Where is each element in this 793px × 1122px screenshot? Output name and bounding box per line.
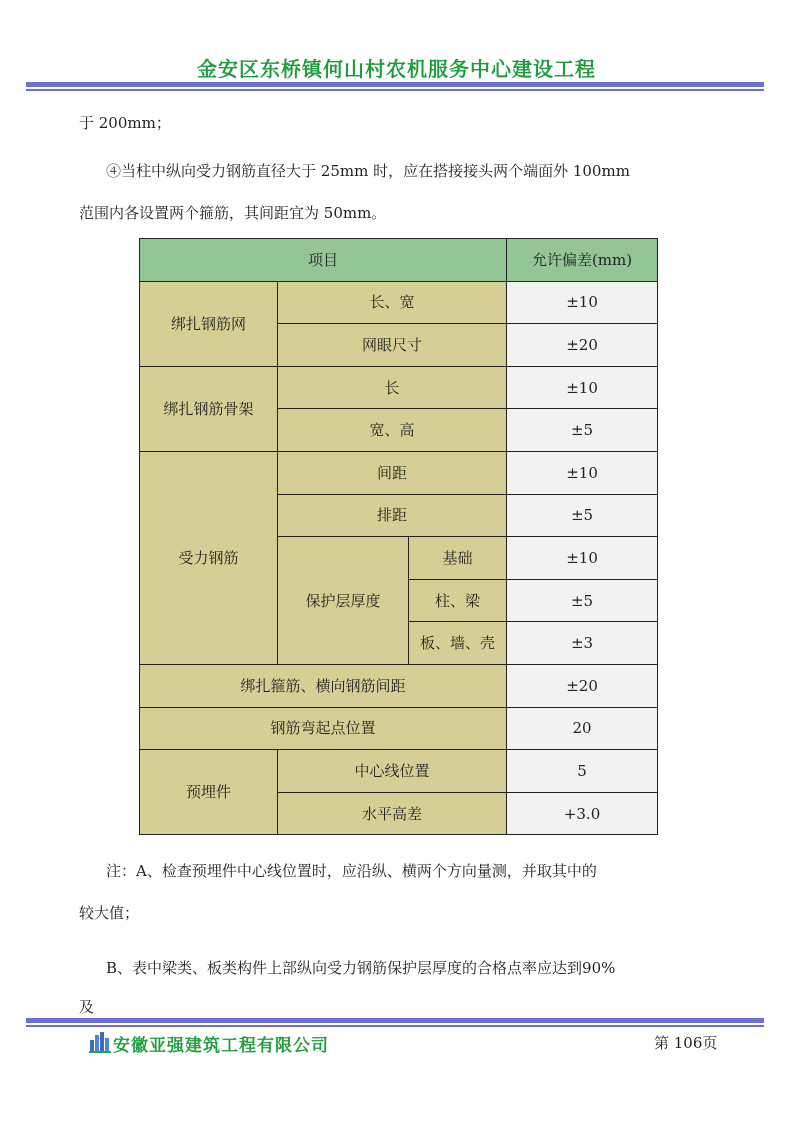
header-item-cell: 项目 xyxy=(140,239,507,282)
value-cell: ±5 xyxy=(507,579,658,622)
group-label-frame: 绑扎钢筋骨架 xyxy=(140,366,278,451)
item-cell: 排距 xyxy=(278,494,507,537)
item-cell: 绑扎箍筋、横向钢筋间距 xyxy=(140,664,507,707)
item-cell: 宽、高 xyxy=(278,409,507,452)
value-cell: +3.0 xyxy=(507,792,658,835)
item-cell: 柱、梁 xyxy=(409,579,507,622)
value-cell: ±5 xyxy=(507,494,658,537)
table-header-row xyxy=(140,239,658,282)
note-paragraph-b-cont: 及 xyxy=(79,998,95,1016)
table-row xyxy=(140,707,658,750)
group-label-embed: 预埋件 xyxy=(140,750,278,835)
item-cell: 钢筋弯起点位置 xyxy=(140,707,507,750)
header-rule-thick xyxy=(26,82,764,87)
item-cell: 水平高差 xyxy=(278,792,507,835)
group-label-mesh: 绑扎钢筋网 xyxy=(140,281,278,366)
item-cell: 板、墙、壳 xyxy=(409,622,507,665)
item-cell: 长 xyxy=(278,366,507,409)
value-cell: ±20 xyxy=(507,664,658,707)
item-cell: 长、宽 xyxy=(278,281,507,324)
value-cell: ±10 xyxy=(507,537,658,580)
table-row xyxy=(140,281,658,324)
value-cell: ±10 xyxy=(507,281,658,324)
company-logo-icon xyxy=(89,1031,111,1053)
footer-rule-thin xyxy=(26,1025,764,1027)
group-label-main-rebar: 受力钢筋 xyxy=(140,451,278,664)
table-row xyxy=(140,664,658,707)
paragraph-1: 于 200mm； xyxy=(79,114,171,132)
header-tolerance-cell: 允许偏差(mm) xyxy=(507,239,658,282)
note-paragraph-b: B、表中梁类、板类构件上部纵向受力钢筋保护层厚度的合格点率应达到90% xyxy=(106,959,616,977)
value-cell: 20 xyxy=(507,707,658,750)
table-row xyxy=(140,750,658,793)
footer-company-name: 安徽亚强建筑工程有限公司 xyxy=(113,1036,329,1056)
table-row xyxy=(140,366,658,409)
value-cell: ±20 xyxy=(507,324,658,367)
paragraph-3: 范围内各设置两个箍筋，其间距宜为 50mm。 xyxy=(79,204,387,222)
header-rule-thin xyxy=(26,89,764,91)
note-paragraph-a: 注：A、检查预埋件中心线位置时，应沿纵、横两个方向量测，并取其中的 xyxy=(106,862,597,880)
value-cell: ±10 xyxy=(507,451,658,494)
note-paragraph-a-cont: 较大值； xyxy=(79,904,140,922)
value-cell: 5 xyxy=(507,750,658,793)
item-cell: 基础 xyxy=(409,537,507,580)
value-cell: ±10 xyxy=(507,366,658,409)
document-header-title: 金安区东桥镇何山村农机服务中心建设工程 xyxy=(197,57,596,81)
item-cell: 中心线位置 xyxy=(278,750,507,793)
table-row xyxy=(140,451,658,494)
value-cell: ±3 xyxy=(507,622,658,665)
value-cell: ±5 xyxy=(507,409,658,452)
footer-rule-thick xyxy=(26,1018,764,1023)
item-cell: 间距 xyxy=(278,451,507,494)
subgroup-label-cover: 保护层厚度 xyxy=(278,537,409,665)
paragraph-2: ④当柱中纵向受力钢筋直径大于 25mm 时，应在搭接接头两个端面外 100mm xyxy=(106,162,630,180)
footer-page-number: 第 106页 xyxy=(654,1034,718,1052)
item-cell: 网眼尺寸 xyxy=(278,324,507,367)
tolerance-table xyxy=(139,238,658,835)
